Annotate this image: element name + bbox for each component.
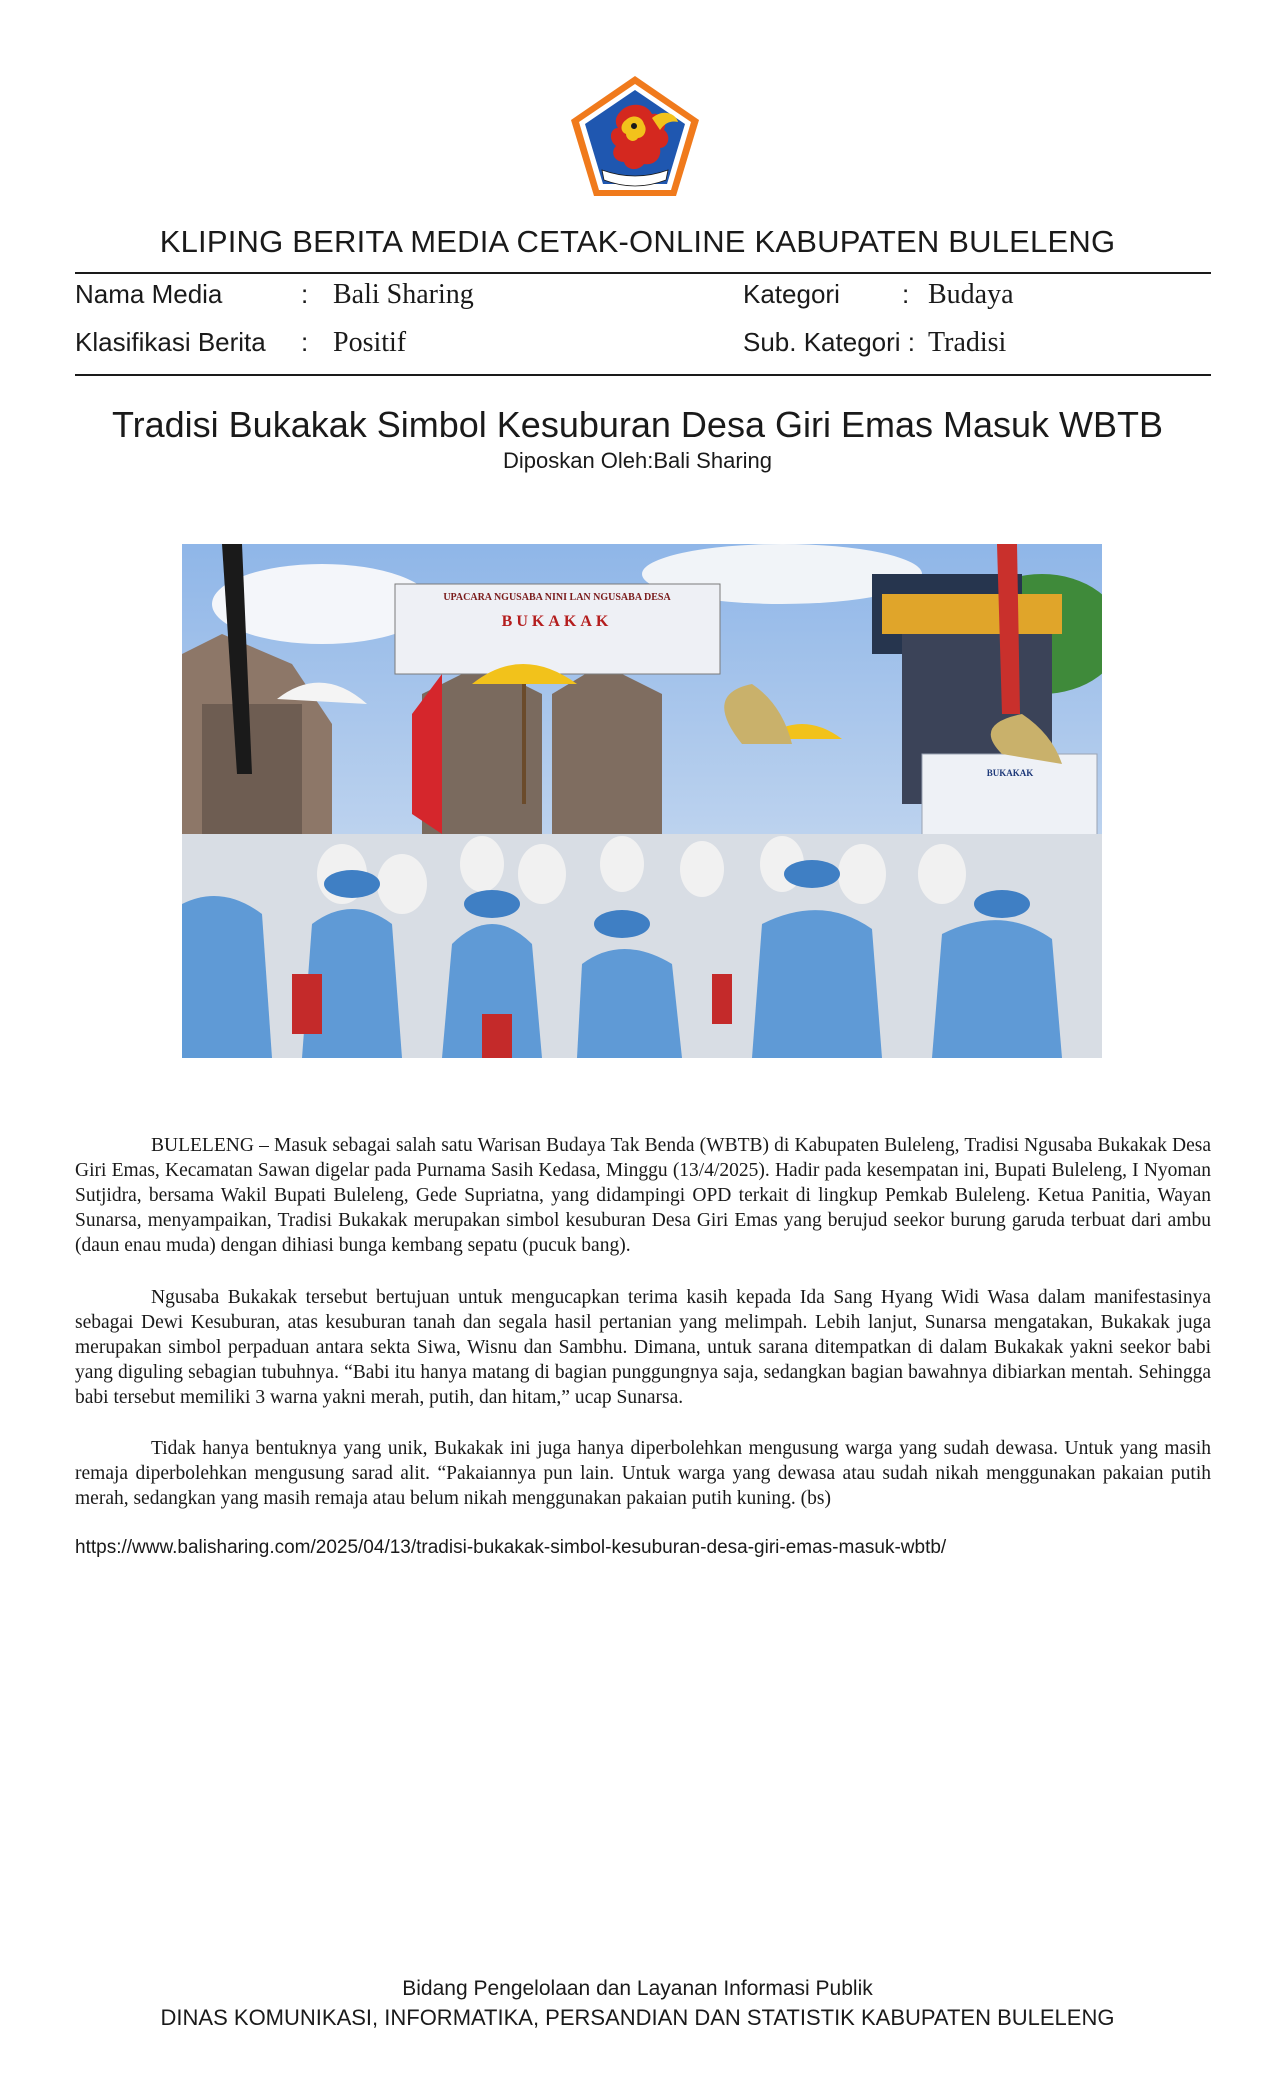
- media-name-label: [75, 278, 222, 311]
- header-divider-bottom: [75, 374, 1211, 376]
- source-url-link[interactable]: https://www.balisharing.com/2025/04/13/tradisi-bukakak-simbol-kesuburan-desa-giri-emas-masuk-wbtb/: [75, 1537, 947, 1558]
- subcategory-label: [743, 326, 915, 359]
- footer-department: Bidang Pengelolaan dan Layanan Informasi Publik: [402, 1977, 873, 2000]
- media-name-label-text: Nama Media: [75, 279, 223, 309]
- banner-subtitle: BUKAKAK: [501, 613, 613, 630]
- article-paragraph-1: BULELENG – Masuk sebagai salah satu Warisan Budaya Tak Benda (WBTB) di Kabupaten Buleleng, Tradisi Ngusaba Bukakak Desa Giri Emas, Kecamatan Sawan digelar pada Purnama Sasih Kedasa, Minggu (13/4/2025). Hadir pada kesempatan ini, Bupati Buleleng, I Nyoman Sutjidra, bersama Wakil Bupati Buleleng, Gede Supriatna, yang didampingi OPD terkait di lingkup Pemkab Buleleng. Ketua Panitia, Wayan Sunarsa, menyampaikan, Tradisi Bukakak merupakan simbol kesuburan Desa Giri Emas yang berujud seekor burung garuda terbuat dari ambu (daun enau muda) dengan dihiasi bunga kembang sepatu (pucuk bang).: [75, 1135, 1211, 1256]
- separator-text: :: [902, 279, 910, 309]
- subcategory-label-text: Sub. Kategori :: [743, 327, 915, 357]
- article-paragraph-2: Ngusaba Bukakak tersebut bertujuan untuk mengucapkan terima kasih kepada Ida Sang Hyang Widi Wasa dalam manifestasinya sebagai Dewi Kesuburan, atas kesuburan tanah dan segala hasil pertanian yang melimpah. Lebih lanjut, Sunarsa mengatakan, Bukakak juga merupakan simbol perpaduan antara sekta Siwa, Wisnu dan Sambhu. Dimana, untuk sarana ditempatkan di dalam Bukakak yakni seekor babi yang diguling sebagian tubuhnya. “Babi itu hanya matang di bagian punggungnya saja, sedangkan bagian bawahnya dibiarkan mentah. Sehingga babi tersebut memiliki 3 warna yakni merah, putih, dan hitam,” ucap Sunarsa.: [75, 1287, 1211, 1408]
- category-separator: [902, 278, 909, 311]
- classification-label: [75, 326, 266, 359]
- article-paragraph-3: Tidak hanya bentuknya yang unik, Bukakak ini juga hanya diperbolehkan mengusung warga yang sudah dewasa. Untuk yang masih remaja diperbolehkan mengusung sarad alit. “Pakaiannya pun lain. Untuk warga yang dewasa atau sudah nikah menggunakan pakaian putih merah, sedangkan yang masih remaja atau belum nikah menggunakan pakaian putih kuning. (bs): [75, 1438, 1211, 1509]
- media-name-value-text: Bali Sharing: [333, 279, 474, 310]
- regency-crest-logo: [568, 74, 702, 200]
- classification-separator: [301, 326, 308, 359]
- article-byline: Diposkan Oleh:Bali Sharing: [502, 448, 773, 473]
- banner-title: UPACARA NGUSABA NINI LAN NGUSABA DESA: [443, 592, 671, 603]
- ceremony-photo: [182, 544, 1102, 1058]
- footer-agency: DINAS KOMUNIKASI, INFORMATIKA, PERSANDIAN DAN STATISTIK KABUPATEN BULELENG: [160, 2005, 1115, 2030]
- info-board-title: BUKAKAK: [986, 768, 1034, 778]
- category-label: [743, 278, 840, 311]
- article-title: Tradisi Bukakak Simbol Kesuburan Desa Giri Emas Masuk WBTB: [111, 404, 1163, 445]
- ceremony-photo-illustration: [182, 544, 1102, 1058]
- category-label-text: Kategori: [743, 279, 840, 309]
- classification-value-text: Positif: [333, 327, 407, 358]
- media-name-separator: [301, 278, 308, 311]
- media-name-value: [333, 279, 474, 311]
- subcategory-value: [928, 327, 1006, 359]
- classification-value: [333, 327, 406, 359]
- clipping-header-title: KLIPING BERITA MEDIA CETAK-ONLINE KABUPATEN BULELENG: [159, 224, 1116, 259]
- category-value-text: Budaya: [928, 279, 1014, 310]
- header-divider-top: [75, 272, 1211, 274]
- crest-icon: [568, 74, 702, 200]
- separator-text: :: [301, 327, 309, 357]
- classification-label-text: Klasifikasi Berita: [75, 327, 266, 357]
- category-value: [928, 279, 1014, 311]
- subcategory-value-text: Tradisi: [928, 327, 1007, 358]
- separator-text: :: [301, 279, 309, 309]
